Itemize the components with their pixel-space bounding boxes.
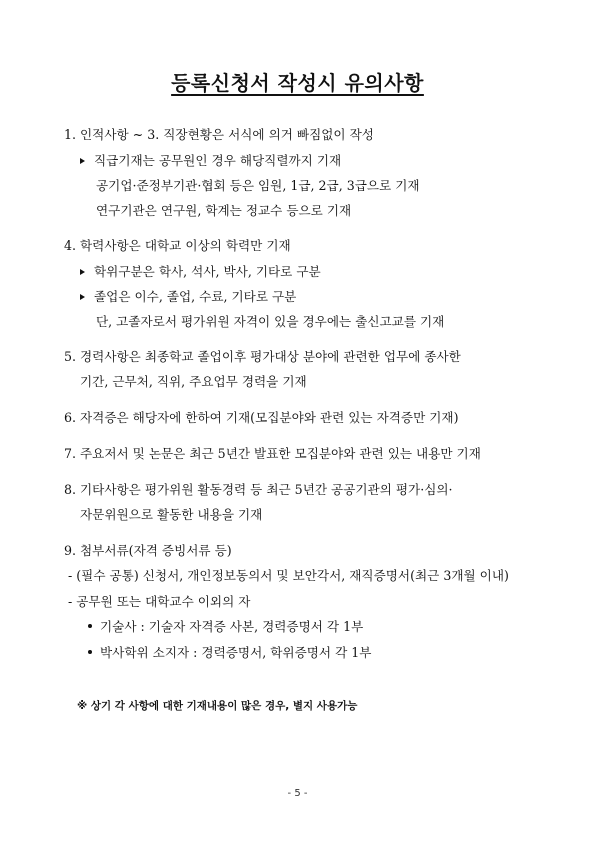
page-title bbox=[0, 67, 595, 96]
item-9-dash-2: - 공무원 또는 대학교수 이외의 자 bbox=[68, 594, 251, 609]
item-4-sub-1 bbox=[80, 264, 321, 280]
item-7: 7. 주요저서 및 논문은 최근 5년간 발표한 모집분야와 관련 있는 내용만 기재 bbox=[64, 446, 481, 461]
triangle-bullet-icon bbox=[80, 294, 85, 300]
item-4-sub-2 bbox=[80, 289, 296, 305]
item-9-dash-1: - (필수 공통) 신청서, 개인정보동의서 및 보안각서, 재직증명서(최근 3개월 이내) bbox=[68, 568, 509, 583]
item-4: 4. 학력사항은 대학교 이상의 학력만 기재 bbox=[64, 238, 291, 253]
item-1-sub-1-cont-2: 연구기관은 연구원, 학계는 정교수 등으로 기재 bbox=[96, 203, 352, 218]
footnote: ※ 상기 각 사항에 대한 기재내용이 많은 경우, 별지 사용가능 bbox=[77, 700, 358, 712]
dot-bullet-icon bbox=[88, 650, 92, 654]
item-1-sub-1-text: 직급기재는 공무원인 경우 해당직렬까지 기재 bbox=[94, 153, 342, 168]
item-9-bullet-1 bbox=[88, 619, 363, 635]
item-5-line-2: 기간, 근무처, 직위, 주요업무 경력을 기재 bbox=[80, 374, 307, 389]
item-9-bullet-2 bbox=[88, 645, 371, 661]
item-8-line-2: 자문위원으로 활동한 내용을 기재 bbox=[80, 507, 263, 522]
item-8-line-1: 8. 기타사항은 평가위원 활동경력 등 최근 5년간 공공기관의 평가·심의· bbox=[64, 482, 453, 497]
page-title-text: 등록신청서 작성시 유의사항 bbox=[171, 71, 424, 95]
item-1: 1. 인적사항 ~ 3. 직장현황은 서식에 의거 빠짐없이 작성 bbox=[64, 127, 374, 142]
item-9: 9. 첨부서류(자격 증빙서류 등) bbox=[64, 543, 232, 558]
item-4-sub-1-text: 학위구분은 학사, 석사, 박사, 기타로 구분 bbox=[94, 264, 321, 279]
dot-bullet-icon bbox=[88, 624, 92, 628]
item-5-line-1: 5. 경력사항은 최종학교 졸업이후 평가대상 분야에 관련한 업무에 종사한 bbox=[64, 349, 461, 364]
triangle-bullet-icon bbox=[80, 158, 85, 164]
item-1-sub-1 bbox=[80, 153, 341, 169]
item-1-sub-1-cont-1: 공기업·준정부기관·협회 등은 임원, 1급, 2급, 3급으로 기재 bbox=[96, 178, 420, 193]
page-number: - 5 - bbox=[287, 788, 308, 799]
item-4-sub-2-text: 졸업은 이수, 졸업, 수료, 기타로 구분 bbox=[94, 289, 297, 304]
item-9-bullet-2-text: 박사학위 소지자 : 경력증명서, 학위증명서 각 1부 bbox=[100, 645, 372, 660]
item-4-sub-2-cont-1: 단, 고졸자로서 평가위원 자격이 있을 경우에는 출신고교를 기재 bbox=[96, 314, 445, 329]
item-6: 6. 자격증은 해당자에 한하여 기재(모집분야와 관련 있는 자격증만 기재) bbox=[64, 410, 459, 425]
triangle-bullet-icon bbox=[80, 269, 85, 275]
item-9-bullet-1-text: 기술사 : 기술자 자격증 사본, 경력증명서 각 1부 bbox=[100, 619, 364, 634]
